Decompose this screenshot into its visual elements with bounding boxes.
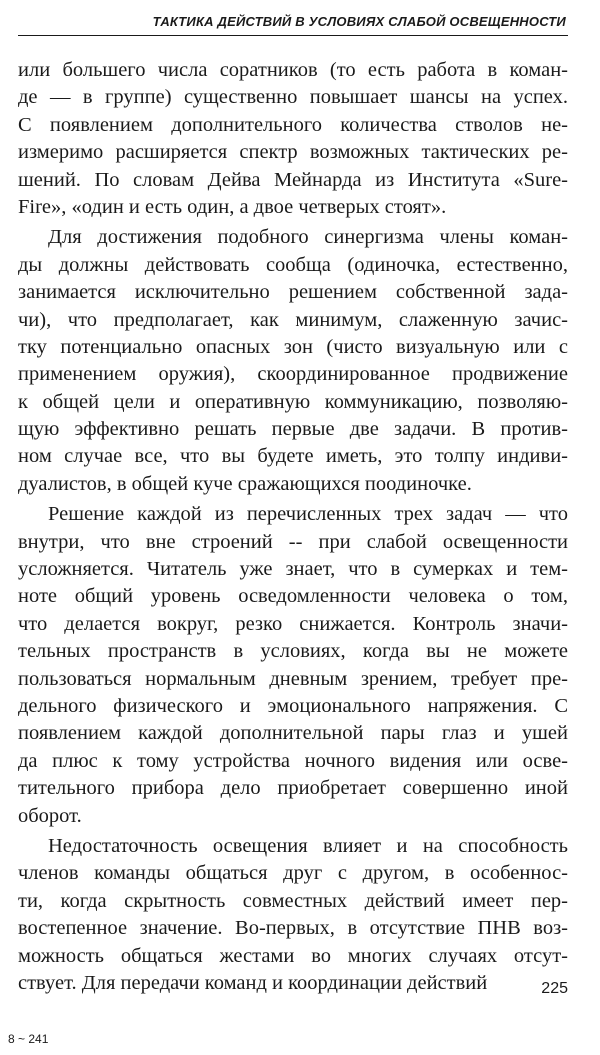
paragraph (18, 224, 568, 498)
page-number: 225 (541, 980, 568, 997)
text-line: ноте общий уровень осведомленности человека о том, (18, 585, 568, 608)
text-line: Для достижения подобного синергизма члены коман- (48, 226, 568, 249)
text-line: шений. По словам Дейва Мейнарда из Института «Sure- (18, 168, 568, 191)
paragraph (18, 833, 568, 997)
text-line: ном случае все, что вы будете иметь, это толпу индиви- (18, 445, 568, 468)
body-text (18, 57, 568, 997)
text-line: к общей цели и оперативную коммуникацию, позволяю- (18, 390, 568, 413)
text-line: можность общаться жестами во многих случаях отсут- (18, 944, 568, 967)
text-line: тельных пространств в условиях, когда вы не можете (18, 640, 568, 663)
header-rule (18, 35, 568, 36)
text-line: дуалистов, в общей куче сражающихся поодиночке. (18, 472, 472, 495)
running-header: ТАКТИКА ДЕЙСТВИЙ В УСЛОВИЯХ СЛАБОЙ ОСВЕЩЕННОСТИ (152, 14, 566, 29)
text-line: членов команды общаться друг с другом, в особеннос- (18, 862, 568, 885)
text-line: Решение каждой из перечисленных трех задач — что (48, 503, 568, 526)
text-line: востепенное значение. Во-первых, в отсутствие ПНВ воз- (18, 917, 568, 940)
text-line: что делается вокруг, резко снижается. Контроль значи- (18, 612, 568, 635)
text-line: измеримо расширяется спектр возможных тактических ре- (18, 141, 568, 164)
text-line: С появлением дополнительного количества стволов не- (18, 113, 568, 136)
text-line: Fire», «один и есть один, а двое четверых стоят». (18, 195, 447, 218)
text-line: ствует. Для передачи команд и координации действий (18, 971, 488, 994)
text-line: тку потенциально опасных зон (чисто визуальную или с (18, 335, 568, 358)
text-line: внутри, что вне строений -- при слабой освещенности (18, 530, 568, 553)
text-line: де — в группе) существенно повышает шансы на успех. (18, 86, 568, 109)
text-line: пользоваться нормальным дневным зрением, требует пре- (18, 667, 568, 690)
text-line: появлением каждой дополнительной пары глаз и ушей (18, 722, 568, 745)
text-line: или большего числа соратников (то есть работа в коман- (18, 59, 568, 81)
text-line: усложняется. Читатель уже знает, что в сумерках и тем- (18, 558, 568, 581)
text-line: ти, когда скрытность совместных действий имеет пер- (18, 889, 568, 912)
signature-mark: 8 ~ 241 (8, 1032, 49, 1046)
paragraph (18, 57, 568, 221)
text-line: чи), что предполагает, как минимум, слаженную зачис- (18, 308, 568, 331)
text-line: Недостаточность освещения влияет и на способность (48, 834, 568, 857)
text-line: применением оружия), скоординированное продвижение (18, 363, 568, 386)
text-line: щую эффективно решать первые две задачи. В против- (18, 418, 568, 441)
paragraph (18, 501, 568, 830)
text-line: дельного физического и эмоционального напряжения. С (18, 694, 568, 717)
text-line: ды должны действовать сообща (одиночка, естественно, (18, 253, 568, 276)
text-line: оборот. (18, 804, 82, 827)
text-line: да плюс к тому устройства ночного видения или осве- (18, 749, 568, 772)
text-line: тительного прибора дело приобретает совершенно иной (18, 777, 568, 800)
text-line: занимается исключительно решением собственной зада- (18, 281, 568, 304)
